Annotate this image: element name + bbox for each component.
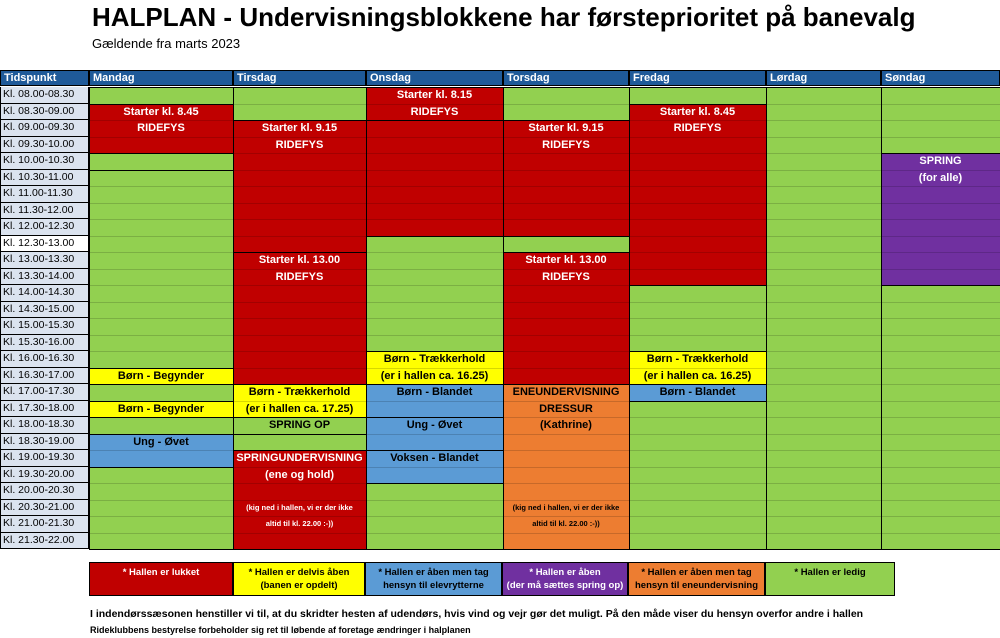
block-label: (kig ned i hallen, vi er der ikke	[512, 502, 620, 512]
block-label: RIDEFYS	[137, 122, 185, 134]
block-label: Børn - Trækkerhold	[248, 386, 351, 398]
block-label: Starter kl. 13.00	[258, 254, 341, 266]
row-divider	[233, 533, 366, 534]
block-label: Børn - Trækkerhold	[383, 353, 486, 365]
block-label: SPRING OP	[268, 419, 331, 431]
row-divider	[766, 318, 881, 319]
row-divider	[89, 269, 233, 270]
row-divider	[89, 450, 233, 451]
block-label: (er i hallen ca. 16.25)	[380, 369, 489, 382]
row-divider	[629, 153, 766, 154]
legend-subtext: (banen er opdelt)	[260, 580, 338, 591]
time-slot: Kl. 21.00-21.30	[0, 516, 89, 533]
row-divider	[89, 500, 233, 501]
block-label: Børn - Blandet	[396, 386, 473, 398]
block-label: SPRINGUNDERVISNING	[236, 452, 363, 464]
schedule-grid	[0, 70, 1000, 552]
row-divider	[233, 186, 366, 187]
row-divider	[366, 467, 503, 468]
row-divider	[629, 252, 766, 253]
row-divider	[629, 335, 766, 336]
block-label: SPRING	[919, 155, 962, 167]
block-label: Børn - Begynder	[117, 369, 205, 382]
block-label: (ene og hold)	[264, 468, 335, 481]
row-divider	[503, 285, 629, 286]
time-slot: Kl. 16.00-16.30	[0, 351, 89, 368]
block-label: Starter kl. 13.00	[525, 254, 607, 266]
legend-item-blue	[365, 562, 502, 596]
row-divider	[881, 186, 1000, 187]
row-divider	[766, 483, 881, 484]
block-label: DRESSUR	[539, 402, 593, 415]
row-divider	[629, 302, 766, 303]
row-divider	[881, 401, 1000, 402]
block-label: Starter kl. 8.15	[396, 89, 473, 101]
row-divider	[629, 533, 766, 534]
block-label: RIDEFYS	[275, 138, 324, 151]
row-divider	[881, 104, 1000, 105]
row-divider	[503, 467, 629, 468]
row-divider	[629, 500, 766, 501]
footer-disclaimer: Rideklubbens bestyrelse forbeholder sig ret til løbende af foretage ændringer i halplanen	[90, 625, 471, 635]
row-divider	[503, 203, 629, 204]
row-divider	[766, 467, 881, 468]
time-slot: Kl. 13.00-13.30	[0, 252, 89, 269]
row-divider	[233, 302, 366, 303]
row-divider	[89, 186, 233, 187]
row-divider	[766, 302, 881, 303]
block-label: (Kathrine)	[540, 419, 592, 431]
time-slot: Kl. 12.30-13.00	[0, 236, 89, 253]
row-divider	[366, 137, 503, 138]
block-label: Børn - Begynder	[117, 402, 205, 415]
row-divider	[89, 252, 233, 253]
time-slot: Kl. 14.30-15.00	[0, 302, 89, 319]
row-divider	[629, 467, 766, 468]
schedule-block-green	[503, 236, 630, 254]
row-divider	[233, 104, 366, 105]
row-divider	[233, 170, 366, 171]
row-divider	[503, 351, 629, 352]
time-slot: Kl. 08.30-09.00	[0, 104, 89, 121]
row-divider	[629, 219, 766, 220]
block-label: RIDEFYS	[275, 270, 324, 283]
row-divider	[89, 236, 233, 237]
row-divider	[366, 500, 503, 501]
row-divider	[503, 318, 629, 319]
row-divider	[881, 516, 1000, 517]
time-slot: Kl. 17.30-18.00	[0, 401, 89, 418]
row-divider	[881, 219, 1000, 220]
row-divider	[233, 153, 366, 154]
row-divider	[503, 219, 629, 220]
block-label: Starter kl. 8.45	[659, 105, 736, 118]
row-divider	[503, 483, 629, 484]
time-slot: Kl. 20.00-20.30	[0, 483, 89, 500]
row-divider	[629, 434, 766, 435]
legend-text: * Hallen er lukket	[122, 567, 200, 578]
column-header: Tidspunkt	[0, 70, 89, 86]
row-divider	[503, 335, 629, 336]
row-divider	[881, 368, 1000, 369]
legend-item-purple	[502, 562, 628, 596]
row-divider	[881, 483, 1000, 484]
time-slot: Kl. 17.00-17.30	[0, 384, 89, 401]
row-divider	[503, 153, 629, 154]
row-divider	[766, 219, 881, 220]
footer-note: I indendørssæsonen henstiller vi til, at du skridter hesten af udendørs, hvis vind og vejr gør det muligt. På den måde viser du hensyn overfor andre i hallen	[90, 608, 864, 620]
legend-subtext: hensyn til elevrytterne	[383, 580, 484, 591]
time-slot: Kl. 15.30-16.00	[0, 335, 89, 352]
time-slot: Kl. 18.00-18.30	[0, 417, 89, 434]
row-divider	[366, 401, 503, 402]
block-label: Starter kl. 8.45	[123, 105, 199, 118]
row-divider	[233, 203, 366, 204]
row-divider	[366, 302, 503, 303]
time-slot: Kl. 21.30-22.00	[0, 533, 89, 550]
row-divider	[503, 533, 629, 534]
row-divider	[766, 269, 881, 270]
block-label: RIDEFYS	[673, 122, 722, 134]
row-divider	[766, 137, 881, 138]
row-divider	[766, 104, 881, 105]
row-divider	[503, 170, 629, 171]
legend-subtext: hensyn til eneundervisning	[635, 580, 758, 591]
schedule-block-green	[629, 87, 767, 105]
row-divider	[503, 186, 629, 187]
row-divider	[503, 104, 629, 105]
row-divider	[366, 335, 503, 336]
row-divider	[881, 500, 1000, 501]
legend-subtext: (der må sættes spring op)	[506, 580, 624, 591]
time-slot: Kl. 15.00-15.30	[0, 318, 89, 335]
block-label: (er i hallen ca. 16.25)	[643, 369, 752, 382]
block-label: RIDEFYS	[542, 270, 590, 283]
time-slot: Kl. 10.00-10.30	[0, 153, 89, 170]
row-divider	[881, 467, 1000, 468]
row-divider	[629, 483, 766, 484]
time-slot: Kl. 09.30-10.00	[0, 137, 89, 154]
time-slot: Kl. 11.00-11.30	[0, 186, 89, 203]
row-divider	[233, 483, 366, 484]
block-label: Voksen - Blandet	[390, 452, 479, 464]
schedule-block-green	[89, 384, 234, 402]
row-divider	[89, 137, 233, 138]
block-label: ENEUNDERVISNING	[512, 386, 620, 398]
row-divider	[766, 417, 881, 418]
row-divider	[766, 434, 881, 435]
row-divider	[629, 137, 766, 138]
column-header: Mandag	[89, 70, 233, 86]
row-divider	[503, 368, 629, 369]
row-divider	[233, 236, 366, 237]
time-slot: Kl. 13.30-14.00	[0, 269, 89, 286]
row-divider	[881, 120, 1000, 121]
row-divider	[629, 170, 766, 171]
row-divider	[366, 533, 503, 534]
row-divider	[89, 335, 233, 336]
legend-text: * Hallen er åben men tag	[641, 567, 752, 578]
block-label: (for alle)	[918, 171, 963, 184]
row-divider	[766, 450, 881, 451]
time-slot: Kl. 16.30-17.00	[0, 368, 89, 385]
row-divider	[366, 203, 503, 204]
row-divider	[233, 219, 366, 220]
time-slot: Kl. 19.30-20.00	[0, 467, 89, 484]
row-divider	[89, 516, 233, 517]
row-divider	[89, 483, 233, 484]
row-divider	[366, 318, 503, 319]
legend-item-orange	[628, 562, 765, 596]
row-divider	[766, 533, 881, 534]
row-divider	[366, 153, 503, 154]
row-divider	[766, 203, 881, 204]
row-divider	[881, 203, 1000, 204]
time-slot: Kl. 19.00-19.30	[0, 450, 89, 467]
block-label: Starter kl. 9.15	[261, 122, 338, 134]
block-label: Starter kl. 9.15	[528, 122, 604, 134]
row-divider	[881, 384, 1000, 385]
time-slot: Kl. 20.30-21.00	[0, 500, 89, 517]
time-slot: Kl. 11.30-12.00	[0, 203, 89, 220]
block-label: altid til kl. 22.00 :-))	[532, 519, 600, 528]
row-divider	[766, 170, 881, 171]
time-slot: Kl. 08.00-08.30	[0, 87, 89, 104]
block-label: (er i hallen ca. 17.25)	[245, 402, 354, 415]
row-divider	[766, 236, 881, 237]
legend-text: * Hallen er delvis åben	[248, 567, 350, 578]
row-divider	[233, 335, 366, 336]
legend-item-green	[765, 562, 895, 596]
schedule-block-green	[89, 467, 234, 551]
row-divider	[366, 252, 503, 253]
legend-item-red	[89, 562, 233, 596]
row-divider	[89, 302, 233, 303]
block-label: RIDEFYS	[542, 138, 590, 151]
row-divider	[629, 236, 766, 237]
row-divider	[366, 516, 503, 517]
schedule-block-green	[89, 87, 234, 105]
row-divider	[766, 368, 881, 369]
time-slot: Kl. 09.00-09.30	[0, 120, 89, 137]
row-divider	[766, 285, 881, 286]
row-divider	[881, 236, 1000, 237]
block-label: altid til kl. 22.00 :-))	[265, 519, 334, 528]
row-divider	[366, 269, 503, 270]
legend-item-yellow	[233, 562, 365, 596]
time-slot: Kl. 12.00-12.30	[0, 219, 89, 236]
row-divider	[766, 186, 881, 187]
time-slot: Kl. 14.00-14.30	[0, 285, 89, 302]
row-divider	[629, 318, 766, 319]
schedule-block-green	[233, 434, 367, 452]
row-divider	[629, 269, 766, 270]
row-divider	[89, 351, 233, 352]
row-divider	[881, 533, 1000, 534]
block-label: Ung - Øvet	[133, 435, 189, 448]
row-divider	[766, 120, 881, 121]
row-divider	[233, 368, 366, 369]
row-divider	[233, 285, 366, 286]
time-slot: Kl. 18.30-19.00	[0, 434, 89, 451]
row-divider	[629, 516, 766, 517]
row-divider	[503, 450, 629, 451]
row-divider	[366, 434, 503, 435]
block-label: RIDEFYS	[410, 105, 459, 118]
row-divider	[366, 186, 503, 187]
legend-text: * Hallen er åben men tag	[378, 567, 489, 578]
schedule-block-green	[89, 417, 234, 435]
row-divider	[233, 318, 366, 319]
row-divider	[629, 450, 766, 451]
row-divider	[766, 335, 881, 336]
row-divider	[881, 318, 1000, 319]
row-divider	[629, 417, 766, 418]
column-header: Lørdag	[766, 70, 881, 86]
block-label: Børn - Trækkerhold	[646, 353, 749, 365]
page-title: HALPLAN - Undervisningsblokkene har førsteprioritet på banevalg	[92, 2, 916, 32]
block-label: (kig ned i hallen, vi er der ikke	[246, 502, 353, 512]
row-divider	[629, 186, 766, 187]
row-divider	[89, 285, 233, 286]
row-divider	[766, 500, 881, 501]
row-divider	[503, 434, 629, 435]
row-divider	[766, 516, 881, 517]
row-divider	[881, 252, 1000, 253]
row-divider	[366, 170, 503, 171]
row-divider	[881, 417, 1000, 418]
row-divider	[881, 450, 1000, 451]
row-divider	[766, 153, 881, 154]
legend-text: * Hallen er ledig	[794, 567, 866, 578]
row-divider	[881, 434, 1000, 435]
block-label: Børn - Blandet	[659, 386, 736, 398]
row-divider	[366, 285, 503, 286]
schedule-block-green	[89, 153, 234, 171]
row-divider	[89, 219, 233, 220]
row-divider	[766, 401, 881, 402]
row-divider	[766, 351, 881, 352]
row-divider	[881, 269, 1000, 270]
row-divider	[89, 318, 233, 319]
row-divider	[881, 137, 1000, 138]
schedule-block-green	[629, 401, 767, 551]
time-slot: Kl. 10.30-11.00	[0, 170, 89, 187]
row-divider	[766, 384, 881, 385]
column-header: Torsdag	[503, 70, 629, 86]
row-divider	[881, 302, 1000, 303]
column-header: Onsdag	[366, 70, 503, 86]
row-divider	[503, 302, 629, 303]
row-divider	[881, 335, 1000, 336]
row-divider	[881, 351, 1000, 352]
page-subtitle: Gældende fra marts 2023	[92, 36, 241, 51]
column-header: Tirsdag	[233, 70, 366, 86]
block-label: Ung - Øvet	[406, 419, 463, 431]
row-divider	[366, 219, 503, 220]
row-divider	[89, 203, 233, 204]
row-divider	[233, 351, 366, 352]
column-header: Fredag	[629, 70, 766, 86]
row-divider	[89, 533, 233, 534]
row-divider	[766, 252, 881, 253]
legend-text: * Hallen er åben	[529, 567, 601, 578]
row-divider	[629, 203, 766, 204]
column-header: Søndag	[881, 70, 1000, 86]
